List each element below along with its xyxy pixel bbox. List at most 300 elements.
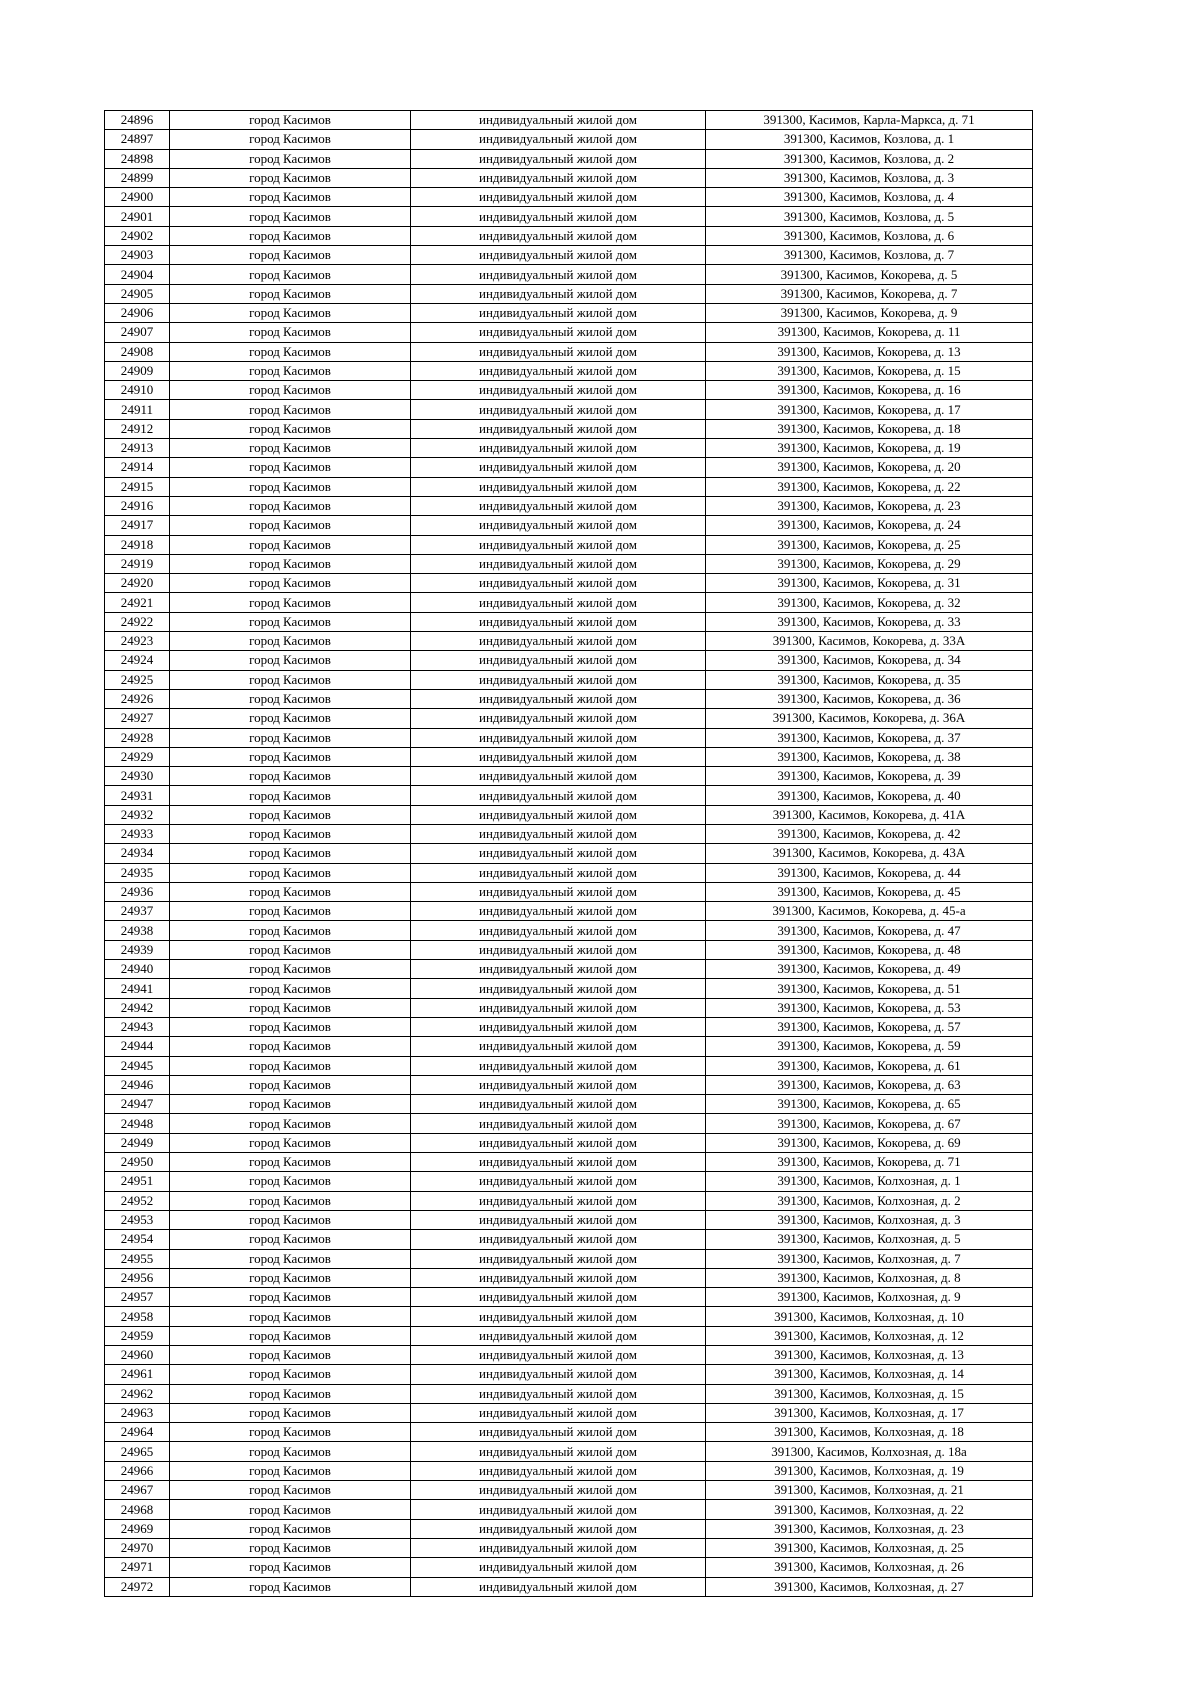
table-row [105,188,1033,207]
address-cell: 391300, Касимов, Кокорева, д. 33 [706,612,1033,631]
locality-cell: город Касимов [170,651,411,670]
object-type-cell: индивидуальный жилой дом [411,1095,706,1114]
record-number-cell: 24896 [105,111,170,130]
locality-cell: город Касимов [170,207,411,226]
object-type-cell: индивидуальный жилой дом [411,535,706,554]
object-type-cell: индивидуальный жилой дом [411,1017,706,1036]
object-type-cell: индивидуальный жилой дом [411,265,706,284]
record-number-cell: 24955 [105,1249,170,1268]
object-type-cell: индивидуальный жилой дом [411,1384,706,1403]
record-number-cell: 24923 [105,632,170,651]
table-row [105,844,1033,863]
address-cell: 391300, Касимов, Кокорева, д. 44 [706,863,1033,882]
locality-cell: город Касимов [170,284,411,303]
object-type-cell: индивидуальный жилой дом [411,1153,706,1172]
table-row [105,998,1033,1017]
table-row [105,1191,1033,1210]
address-cell: 391300, Касимов, Кокорева, д. 19 [706,439,1033,458]
locality-cell: город Касимов [170,1114,411,1133]
address-cell: 391300, Касимов, Колхозная, д. 12 [706,1326,1033,1345]
table-row [105,593,1033,612]
record-number-cell: 24967 [105,1481,170,1500]
object-type-cell: индивидуальный жилой дом [411,361,706,380]
table-row [105,979,1033,998]
table-row [105,1423,1033,1442]
address-cell: 391300, Касимов, Колхозная, д. 13 [706,1346,1033,1365]
table-row [105,902,1033,921]
locality-cell: город Касимов [170,1461,411,1480]
locality-cell: город Касимов [170,670,411,689]
locality-cell: город Касимов [170,921,411,940]
locality-cell: город Касимов [170,168,411,187]
address-cell: 391300, Касимов, Кокорева, д. 35 [706,670,1033,689]
locality-cell: город Касимов [170,1230,411,1249]
table-row [105,1114,1033,1133]
table-row [105,824,1033,843]
object-type-cell: индивидуальный жилой дом [411,670,706,689]
address-cell: 391300, Касимов, Колхозная, д. 26 [706,1558,1033,1577]
locality-cell: город Касимов [170,439,411,458]
locality-cell: город Касимов [170,1268,411,1287]
table-row [105,246,1033,265]
record-number-cell: 24941 [105,979,170,998]
address-cell: 391300, Касимов, Колхозная, д. 23 [706,1519,1033,1538]
locality-cell: город Касимов [170,882,411,901]
locality-cell: город Касимов [170,998,411,1017]
record-number-cell: 24970 [105,1538,170,1557]
object-type-cell: индивидуальный жилой дом [411,1172,706,1191]
record-number-cell: 24924 [105,651,170,670]
record-number-cell: 24938 [105,921,170,940]
address-cell: 391300, Касимов, Колхозная, д. 18а [706,1442,1033,1461]
address-cell: 391300, Касимов, Кокорева, д. 48 [706,940,1033,959]
address-cell: 391300, Касимов, Колхозная, д. 9 [706,1288,1033,1307]
object-type-cell: индивидуальный жилой дом [411,1461,706,1480]
address-cell: 391300, Касимов, Кокорева, д. 59 [706,1037,1033,1056]
address-cell: 391300, Касимов, Кокорева, д. 29 [706,554,1033,573]
table-row [105,632,1033,651]
address-cell: 391300, Касимов, Кокорева, д. 32 [706,593,1033,612]
record-number-cell: 24960 [105,1346,170,1365]
object-type-cell: индивидуальный жилой дом [411,747,706,766]
table-row [105,863,1033,882]
table-row [105,284,1033,303]
record-number-cell: 24933 [105,824,170,843]
table-row [105,921,1033,940]
object-type-cell: индивидуальный жилой дом [411,516,706,535]
object-type-cell: индивидуальный жилой дом [411,805,706,824]
object-type-cell: индивидуальный жилой дом [411,1307,706,1326]
table-row [105,1153,1033,1172]
object-type-cell: индивидуальный жилой дом [411,882,706,901]
object-type-cell: индивидуальный жилой дом [411,246,706,265]
locality-cell: город Касимов [170,728,411,747]
address-cell: 391300, Касимов, Кокорева, д. 45 [706,882,1033,901]
record-number-cell: 24922 [105,612,170,631]
locality-cell: город Касимов [170,265,411,284]
address-cell: 391300, Касимов, Кокорева, д. 20 [706,458,1033,477]
object-type-cell: индивидуальный жилой дом [411,496,706,515]
table-row [105,303,1033,322]
locality-cell: город Касимов [170,149,411,168]
locality-cell: город Касимов [170,246,411,265]
address-cell: 391300, Касимов, Кокорева, д. 7 [706,284,1033,303]
table-row [105,207,1033,226]
object-type-cell: индивидуальный жилой дом [411,303,706,322]
locality-cell: город Касимов [170,188,411,207]
locality-cell: город Касимов [170,902,411,921]
locality-cell: город Касимов [170,1153,411,1172]
object-type-cell: индивидуальный жилой дом [411,168,706,187]
object-type-cell: индивидуальный жилой дом [411,1558,706,1577]
table-row [105,1230,1033,1249]
address-cell: 391300, Касимов, Колхозная, д. 3 [706,1210,1033,1229]
locality-cell: город Касимов [170,1558,411,1577]
record-number-cell: 24951 [105,1172,170,1191]
table-row [105,535,1033,554]
table-row [105,458,1033,477]
record-number-cell: 24918 [105,535,170,554]
object-type-cell: индивидуальный жилой дом [411,1133,706,1152]
record-number-cell: 24905 [105,284,170,303]
address-cell: 391300, Касимов, Кокорева, д. 41А [706,805,1033,824]
object-type-cell: индивидуальный жилой дом [411,1577,706,1596]
object-type-cell: индивидуальный жилой дом [411,844,706,863]
locality-cell: город Касимов [170,1095,411,1114]
locality-cell: город Касимов [170,1056,411,1075]
object-type-cell: индивидуальный жилой дом [411,863,706,882]
locality-cell: город Касимов [170,689,411,708]
address-cell: 391300, Касимов, Кокорева, д. 9 [706,303,1033,322]
record-number-cell: 24902 [105,226,170,245]
table-row [105,651,1033,670]
address-cell: 391300, Касимов, Колхозная, д. 15 [706,1384,1033,1403]
table-row [105,1133,1033,1152]
table-row [105,709,1033,728]
record-number-cell: 24936 [105,882,170,901]
table-row [105,265,1033,284]
table-row [105,1384,1033,1403]
locality-cell: город Касимов [170,979,411,998]
record-number-cell: 24926 [105,689,170,708]
object-type-cell: индивидуальный жилой дом [411,1346,706,1365]
table-row [105,1172,1033,1191]
record-number-cell: 24957 [105,1288,170,1307]
table-row [105,1519,1033,1538]
locality-cell: город Касимов [170,574,411,593]
record-number-cell: 24945 [105,1056,170,1075]
address-cell: 391300, Касимов, Колхозная, д. 19 [706,1461,1033,1480]
address-cell: 391300, Касимов, Кокорева, д. 71 [706,1153,1033,1172]
object-type-cell: индивидуальный жилой дом [411,477,706,496]
object-type-cell: индивидуальный жилой дом [411,632,706,651]
table-row [105,323,1033,342]
record-number-cell: 24940 [105,960,170,979]
locality-cell: город Касимов [170,1249,411,1268]
locality-cell: город Касимов [170,940,411,959]
object-type-cell: индивидуальный жилой дом [411,824,706,843]
object-type-cell: индивидуальный жилой дом [411,709,706,728]
object-type-cell: индивидуальный жилой дом [411,1268,706,1287]
table-row [105,149,1033,168]
table-row [105,419,1033,438]
table-row [105,1056,1033,1075]
record-number-cell: 24959 [105,1326,170,1345]
record-number-cell: 24943 [105,1017,170,1036]
address-cell: 391300, Касимов, Кокорева, д. 67 [706,1114,1033,1133]
locality-cell: город Касимов [170,1519,411,1538]
locality-cell: город Касимов [170,1442,411,1461]
object-type-cell: индивидуальный жилой дом [411,1365,706,1384]
address-cell: 391300, Касимов, Кокорева, д. 69 [706,1133,1033,1152]
locality-cell: город Касимов [170,767,411,786]
table-row [105,670,1033,689]
locality-cell: город Касимов [170,1017,411,1036]
table-row [105,381,1033,400]
table-row [105,728,1033,747]
locality-cell: город Касимов [170,419,411,438]
locality-cell: город Касимов [170,1075,411,1094]
address-cell: 391300, Касимов, Козлова, д. 5 [706,207,1033,226]
object-type-cell: индивидуальный жилой дом [411,1191,706,1210]
address-cell: 391300, Касимов, Колхозная, д. 10 [706,1307,1033,1326]
locality-cell: город Касимов [170,496,411,515]
record-number-cell: 24972 [105,1577,170,1596]
address-cell: 391300, Касимов, Козлова, д. 4 [706,188,1033,207]
table-row [105,767,1033,786]
address-cell: 391300, Касимов, Кокорева, д. 36А [706,709,1033,728]
object-type-cell: индивидуальный жилой дом [411,419,706,438]
object-type-cell: индивидуальный жилой дом [411,767,706,786]
table-row [105,1538,1033,1557]
address-cell: 391300, Касимов, Козлова, д. 1 [706,130,1033,149]
locality-cell: город Касимов [170,1365,411,1384]
object-type-cell: индивидуальный жилой дом [411,554,706,573]
locality-cell: город Касимов [170,863,411,882]
object-type-cell: индивидуальный жилой дом [411,940,706,959]
record-number-cell: 24948 [105,1114,170,1133]
address-cell: 391300, Касимов, Кокорева, д. 33А [706,632,1033,651]
record-number-cell: 24910 [105,381,170,400]
address-cell: 391300, Касимов, Кокорева, д. 17 [706,400,1033,419]
record-number-cell: 24931 [105,786,170,805]
record-number-cell: 24911 [105,400,170,419]
table-row [105,805,1033,824]
locality-cell: город Касимов [170,1191,411,1210]
table-row [105,1268,1033,1287]
address-cell: 391300, Касимов, Колхозная, д. 1 [706,1172,1033,1191]
record-number-cell: 24932 [105,805,170,824]
object-type-cell: индивидуальный жилой дом [411,1230,706,1249]
table-row [105,168,1033,187]
locality-cell: город Касимов [170,111,411,130]
record-number-cell: 24954 [105,1230,170,1249]
object-type-cell: индивидуальный жилой дом [411,1326,706,1345]
object-type-cell: индивидуальный жилой дом [411,400,706,419]
address-cell: 391300, Касимов, Кокорева, д. 51 [706,979,1033,998]
locality-cell: город Касимов [170,458,411,477]
object-type-cell: индивидуальный жилой дом [411,1500,706,1519]
object-type-cell: индивидуальный жилой дом [411,130,706,149]
table-row [105,612,1033,631]
record-number-cell: 24944 [105,1037,170,1056]
object-type-cell: индивидуальный жилой дом [411,1210,706,1229]
locality-cell: город Касимов [170,1307,411,1326]
record-number-cell: 24969 [105,1519,170,1538]
address-cell: 391300, Касимов, Колхозная, д. 5 [706,1230,1033,1249]
record-number-cell: 24904 [105,265,170,284]
locality-cell: город Касимов [170,1346,411,1365]
object-type-cell: индивидуальный жилой дом [411,1075,706,1094]
record-number-cell: 24958 [105,1307,170,1326]
locality-cell: город Касимов [170,1403,411,1422]
table-row [105,1326,1033,1345]
record-number-cell: 24914 [105,458,170,477]
object-type-cell: индивидуальный жилой дом [411,149,706,168]
object-type-cell: индивидуальный жилой дом [411,1442,706,1461]
address-cell: 391300, Касимов, Кокорева, д. 23 [706,496,1033,515]
address-cell: 391300, Касимов, Козлова, д. 7 [706,246,1033,265]
locality-cell: город Касимов [170,786,411,805]
record-number-cell: 24942 [105,998,170,1017]
object-type-cell: индивидуальный жилой дом [411,323,706,342]
address-cell: 391300, Касимов, Кокорева, д. 47 [706,921,1033,940]
record-number-cell: 24908 [105,342,170,361]
locality-cell: город Касимов [170,1577,411,1596]
table-row [105,439,1033,458]
object-type-cell: индивидуальный жилой дом [411,728,706,747]
locality-cell: город Касимов [170,1288,411,1307]
locality-cell: город Касимов [170,632,411,651]
record-number-cell: 24947 [105,1095,170,1114]
locality-cell: город Касимов [170,844,411,863]
address-cell: 391300, Касимов, Кокорева, д. 15 [706,361,1033,380]
table-row [105,882,1033,901]
object-type-cell: индивидуальный жилой дом [411,284,706,303]
record-number-cell: 24903 [105,246,170,265]
record-number-cell: 24952 [105,1191,170,1210]
locality-cell: город Касимов [170,1326,411,1345]
table-row [105,516,1033,535]
table-row [105,940,1033,959]
table-row [105,689,1033,708]
address-cell: 391300, Касимов, Колхозная, д. 2 [706,1191,1033,1210]
table-row [105,1577,1033,1596]
object-type-cell: индивидуальный жилой дом [411,593,706,612]
table-row [105,1481,1033,1500]
object-type-cell: индивидуальный жилой дом [411,342,706,361]
address-cell: 391300, Касимов, Колхозная, д. 21 [706,1481,1033,1500]
object-type-cell: индивидуальный жилой дом [411,1056,706,1075]
record-number-cell: 24966 [105,1461,170,1480]
locality-cell: город Касимов [170,805,411,824]
registry-table-body [105,111,1033,1597]
locality-cell: город Касимов [170,1133,411,1152]
object-type-cell: индивидуальный жилой дом [411,902,706,921]
locality-cell: город Касимов [170,1210,411,1229]
table-row [105,1288,1033,1307]
locality-cell: город Касимов [170,1538,411,1557]
object-type-cell: индивидуальный жилой дом [411,979,706,998]
object-type-cell: индивидуальный жилой дом [411,786,706,805]
record-number-cell: 24946 [105,1075,170,1094]
record-number-cell: 24906 [105,303,170,322]
address-cell: 391300, Касимов, Кокорева, д. 36 [706,689,1033,708]
address-cell: 391300, Касимов, Кокорева, д. 45-а [706,902,1033,921]
record-number-cell: 24899 [105,168,170,187]
locality-cell: город Касимов [170,1172,411,1191]
locality-cell: город Касимов [170,361,411,380]
address-cell: 391300, Касимов, Кокорева, д. 34 [706,651,1033,670]
table-row [105,1403,1033,1422]
record-number-cell: 24961 [105,1365,170,1384]
record-number-cell: 24901 [105,207,170,226]
record-number-cell: 24921 [105,593,170,612]
record-number-cell: 24913 [105,439,170,458]
address-cell: 391300, Касимов, Кокорева, д. 31 [706,574,1033,593]
record-number-cell: 24912 [105,419,170,438]
address-cell: 391300, Касимов, Кокорева, д. 43А [706,844,1033,863]
table-row [105,1037,1033,1056]
address-cell: 391300, Касимов, Кокорева, д. 40 [706,786,1033,805]
address-cell: 391300, Касимов, Колхозная, д. 8 [706,1268,1033,1287]
address-cell: 391300, Касимов, Кокорева, д. 53 [706,998,1033,1017]
locality-cell: город Касимов [170,709,411,728]
address-cell: 391300, Касимов, Кокорева, д. 13 [706,342,1033,361]
record-number-cell: 24935 [105,863,170,882]
table-row [105,1017,1033,1036]
table-row [105,342,1033,361]
address-cell: 391300, Касимов, Кокорева, д. 49 [706,960,1033,979]
table-row [105,1442,1033,1461]
table-row [105,111,1033,130]
object-type-cell: индивидуальный жилой дом [411,921,706,940]
table-row [105,1075,1033,1094]
object-type-cell: индивидуальный жилой дом [411,1538,706,1557]
record-number-cell: 24939 [105,940,170,959]
locality-cell: город Касимов [170,960,411,979]
address-cell: 391300, Касимов, Колхозная, д. 27 [706,1577,1033,1596]
locality-cell: город Касимов [170,824,411,843]
registry-table-container [104,110,1032,1597]
locality-cell: город Касимов [170,1423,411,1442]
record-number-cell: 24919 [105,554,170,573]
record-number-cell: 24963 [105,1403,170,1422]
locality-cell: город Касимов [170,1500,411,1519]
table-row [105,1210,1033,1229]
table-row [105,1095,1033,1114]
address-cell: 391300, Касимов, Кокорева, д. 16 [706,381,1033,400]
table-row [105,747,1033,766]
record-number-cell: 24964 [105,1423,170,1442]
record-number-cell: 24928 [105,728,170,747]
table-row [105,496,1033,515]
table-row [105,130,1033,149]
table-row [105,1307,1033,1326]
table-row [105,1249,1033,1268]
locality-cell: город Касимов [170,226,411,245]
locality-cell: город Касимов [170,516,411,535]
address-cell: 391300, Касимов, Кокорева, д. 5 [706,265,1033,284]
record-number-cell: 24900 [105,188,170,207]
locality-cell: город Касимов [170,477,411,496]
locality-cell: город Касимов [170,747,411,766]
record-number-cell: 24915 [105,477,170,496]
object-type-cell: индивидуальный жилой дом [411,1037,706,1056]
object-type-cell: индивидуальный жилой дом [411,207,706,226]
record-number-cell: 24953 [105,1210,170,1229]
record-number-cell: 24956 [105,1268,170,1287]
